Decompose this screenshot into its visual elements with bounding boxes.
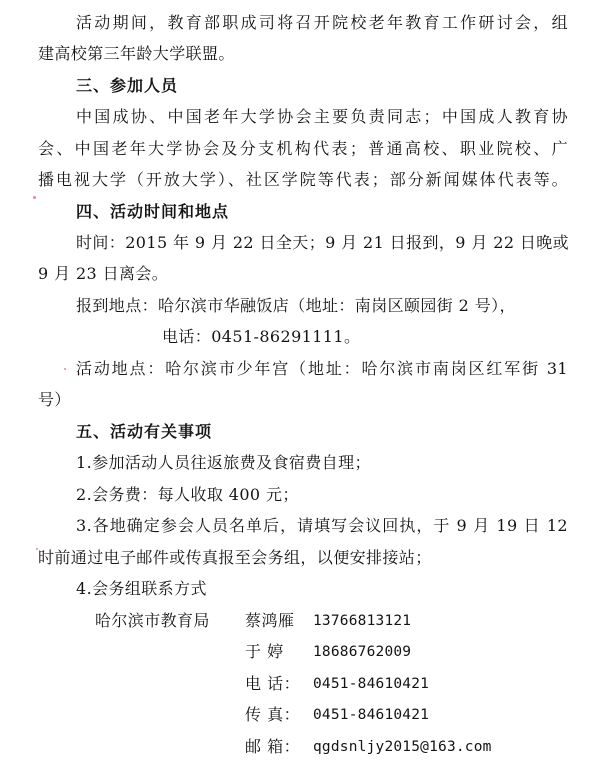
item-3-line-1: 3.各地确定参会人员名单后，请填写会议回执，于 9 月 19 日 12	[76, 516, 568, 535]
contact-name-yu: 于 婷	[245, 642, 284, 661]
section-3-line-2: 会、中国老年大学协会及分支机构代表；普通高校、职业院校、广	[38, 139, 568, 158]
contact-value-email: qgdsnljy2015@163.com	[313, 739, 492, 755]
venue-line-2: 号）	[38, 390, 71, 409]
contact-phone-yu: 18686762009	[313, 644, 412, 660]
checkin-location: 报到地点：哈尔滨市华融饭店（地址：南岗区颐园街 2 号），	[76, 296, 516, 315]
scan-speck	[64, 368, 66, 370]
scan-speck	[36, 548, 38, 550]
item-2: 2.会务费：每人收取 400 元；	[76, 485, 299, 504]
contact-phone-cai: 13766813121	[313, 613, 412, 629]
section-3-line-1: 中国成协、中国老年大学协会主要负责同志；中国成人教育协	[76, 107, 568, 126]
section-3-heading: 三、参加人员	[76, 76, 179, 95]
venue-line-1: 活动地点：哈尔滨市少年宫（地址：哈尔滨市南岗区红军街 31	[76, 359, 568, 378]
intro-line-2: 建高校第三年龄大学联盟。	[38, 44, 235, 63]
intro-line-1: 活动期间，教育部职成司将召开院校老年教育工作研讨会，组	[76, 13, 568, 32]
contact-organization: 哈尔滨市教育局	[95, 611, 210, 630]
section-4-time-line-1: 时间：2015 年 9 月 22 日全天；9 月 21 日报到，9 月 22 日晚或	[76, 233, 570, 252]
item-1: 1.参加活动人员往返旅费及食宿费自理；	[76, 453, 371, 472]
contact-label-fax: 传 真：	[245, 705, 301, 724]
contact-value-fax: 0451-84610421	[313, 707, 430, 723]
contact-label-email: 邮 箱：	[245, 737, 301, 756]
section-4-time-line-2: 9 月 23 日离会。	[38, 264, 169, 283]
scan-speck	[33, 196, 36, 199]
section-4-heading: 四、活动时间和地点	[76, 202, 230, 221]
contact-label-phone: 电 话：	[245, 674, 301, 693]
checkin-phone: 电话：0451-86291111。	[162, 327, 361, 346]
contact-name-cai: 蔡鸿雁	[245, 611, 295, 630]
contact-value-phone: 0451-84610421	[313, 676, 430, 692]
section-3-line-3: 播电视大学（开放大学）、社区学院等代表；部分新闻媒体代表等。	[38, 170, 568, 189]
section-5-heading: 五、活动有关事项	[76, 422, 213, 441]
item-3-line-2: 时前通过电子邮件或传真报至会务组，以便安排接站；	[38, 548, 432, 567]
item-4: 4.会务组联系方式	[76, 579, 207, 598]
